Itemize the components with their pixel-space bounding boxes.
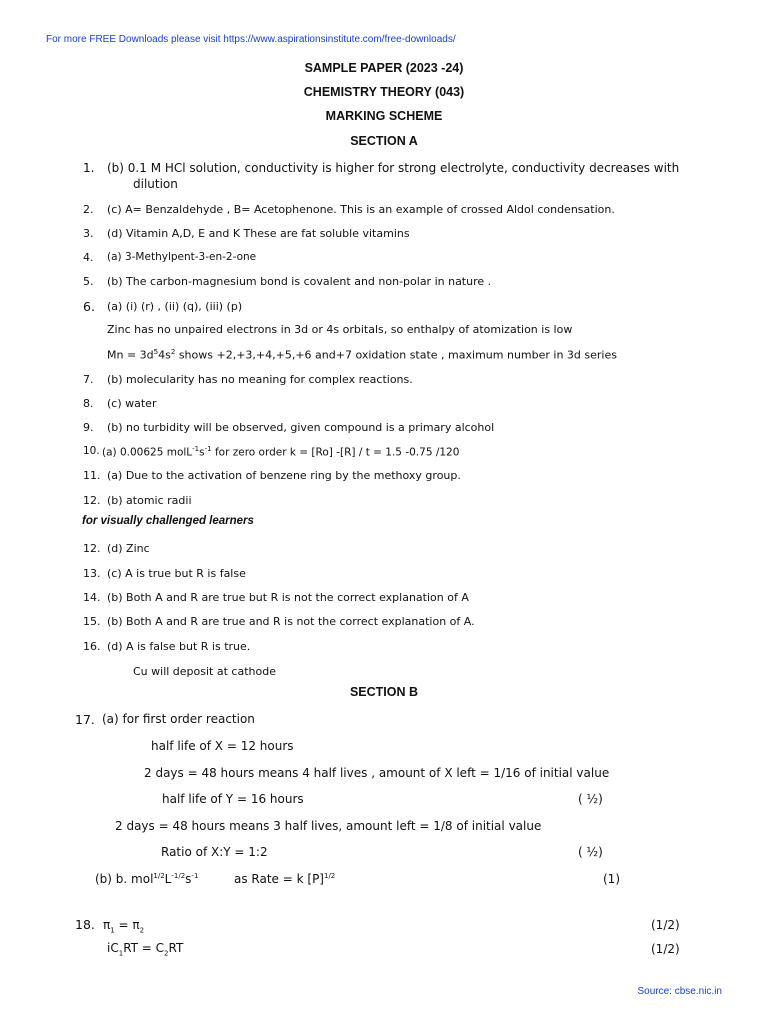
mark-value: ( ½) — [578, 792, 603, 806]
header-download-link[interactable]: For more FREE Downloads please visit https://www.aspirationsinstitute.com/free-downloads/ — [46, 34, 456, 45]
answer-text: (b) 0.1 M HCl solution, conductivity is higher for strong electrolyte, conductivity decreases with — [107, 161, 680, 175]
answer-number: 7. — [83, 373, 94, 386]
mark-value: ( ½) — [578, 845, 603, 859]
paper-title: SAMPLE PAPER (2023 -24) — [304, 61, 464, 75]
answer-number: 13. — [83, 567, 101, 580]
mark-value: (1/2) — [651, 942, 680, 956]
answer-text: (c) A is true but R is false — [107, 567, 246, 580]
answer-text: (b) Both A and R are true but R is not the correct explanation of A — [107, 591, 469, 604]
answer-number: 12. — [83, 494, 101, 507]
q18-equation: $iC_1RT = C_2RT$ — [107, 941, 184, 958]
q18-equation: $\pi_1 = \pi_2$ — [103, 918, 145, 935]
answer-explanation: $Mn = 3d^54s^2$ shows +2,+3,+4,+5,+6 and+7 oxidation state , maximum number in 3d series — [107, 348, 617, 362]
answer-text: (b) Both A and R are true and R is not the correct explanation of A. — [107, 615, 475, 628]
q17-line: Ratio of X:Y = 1:2 — [161, 845, 268, 859]
answer-text: (a) (i) (r) , (ii) (q), (iii) (p) — [107, 300, 243, 313]
q17-line: 2 days = 48 hours means 4 half lives , amount of X left = 1/16 of initial value — [144, 766, 610, 780]
answer-text: (d) Vitamin A,D, E and K These are fat soluble vitamins — [107, 227, 410, 240]
question-number: 18. — [75, 917, 95, 932]
answer-text: (a) 0.00625 $molL^{-1}s^{-1}$ for zero order k = [Ro] -[R] / t = 1.5 -0.75 /120 — [102, 445, 460, 459]
subject-title: CHEMISTRY THEORY (043) — [303, 85, 465, 99]
answer-number: 5. — [83, 275, 94, 288]
answer-number: 14. — [83, 591, 101, 604]
answer-text: (b) atomic radii — [107, 494, 192, 507]
answer-text: (d) Zinc — [107, 542, 150, 555]
mark-value: (1/2) — [651, 918, 680, 932]
q17-line: (a) for first order reaction — [102, 712, 255, 726]
answer-number: 12. — [83, 542, 101, 555]
answer-text: (b) no turbidity will be observed, given compound is a primary alcohol — [107, 421, 495, 434]
answer-text: (a) 3-Methylpent-3-en-2-one — [107, 251, 257, 263]
q17-rate-law: as Rate = k $[P]^{1/2}$ — [234, 872, 336, 886]
answer-text: (b) The carbon-magnesium bond is covalent and non-polar in nature . — [107, 275, 492, 288]
answer-number: 9. — [83, 421, 94, 434]
q17-line: 2 days = 48 hours means 3 half lives, amount left = 1/8 of initial value — [115, 819, 542, 833]
answer-text: (c) water — [107, 397, 157, 410]
answer-number: 8. — [83, 397, 94, 410]
q17-line: half life of X = 12 hours — [151, 739, 294, 753]
answer-number: 10. — [83, 445, 100, 457]
answer-text: (d) A is false but R is true. — [107, 640, 251, 653]
section-a-heading: SECTION A — [350, 134, 418, 148]
answer-number: 1. — [83, 161, 95, 175]
answer-number: 6. — [83, 299, 95, 314]
answer-number: 16. — [83, 640, 101, 653]
question-number: 17. — [75, 712, 95, 727]
source-link[interactable]: Source: cbse.nic.in — [637, 986, 722, 997]
answer-explanation: Cu will deposit at cathode — [133, 665, 276, 678]
answer-explanation: Zinc has no unpaired electrons in 3d or 4s orbitals, so enthalpy of atomization is low — [107, 323, 573, 336]
q17-line: half life of Y = 16 hours — [162, 792, 304, 806]
q17-part-b: (b) b. $mol^{1/2}L^{-1/2}s^{-1}$ — [95, 872, 199, 886]
answer-number: 15. — [83, 615, 101, 628]
answer-text: (a) Due to the activation of benzene ring by the methoxy group. — [107, 469, 461, 482]
visually-challenged-heading: for visually challenged learners — [82, 515, 254, 527]
marking-scheme-title: MARKING SCHEME — [325, 109, 443, 123]
mark-value: (1) — [603, 872, 620, 886]
answer-text: (c) A= Benzaldehyde , B= Acetophenone. This is an example of crossed Aldol condensation. — [107, 203, 615, 216]
answer-number: 11. — [83, 469, 101, 482]
answer-text: (b) molecularity has no meaning for complex reactions. — [107, 373, 413, 386]
answer-number: 4. — [83, 251, 94, 264]
answer-number: 3. — [83, 227, 94, 240]
answer-text-continued: dilution — [133, 177, 178, 191]
answer-number: 2. — [83, 203, 94, 216]
section-b-heading: SECTION B — [349, 685, 419, 699]
